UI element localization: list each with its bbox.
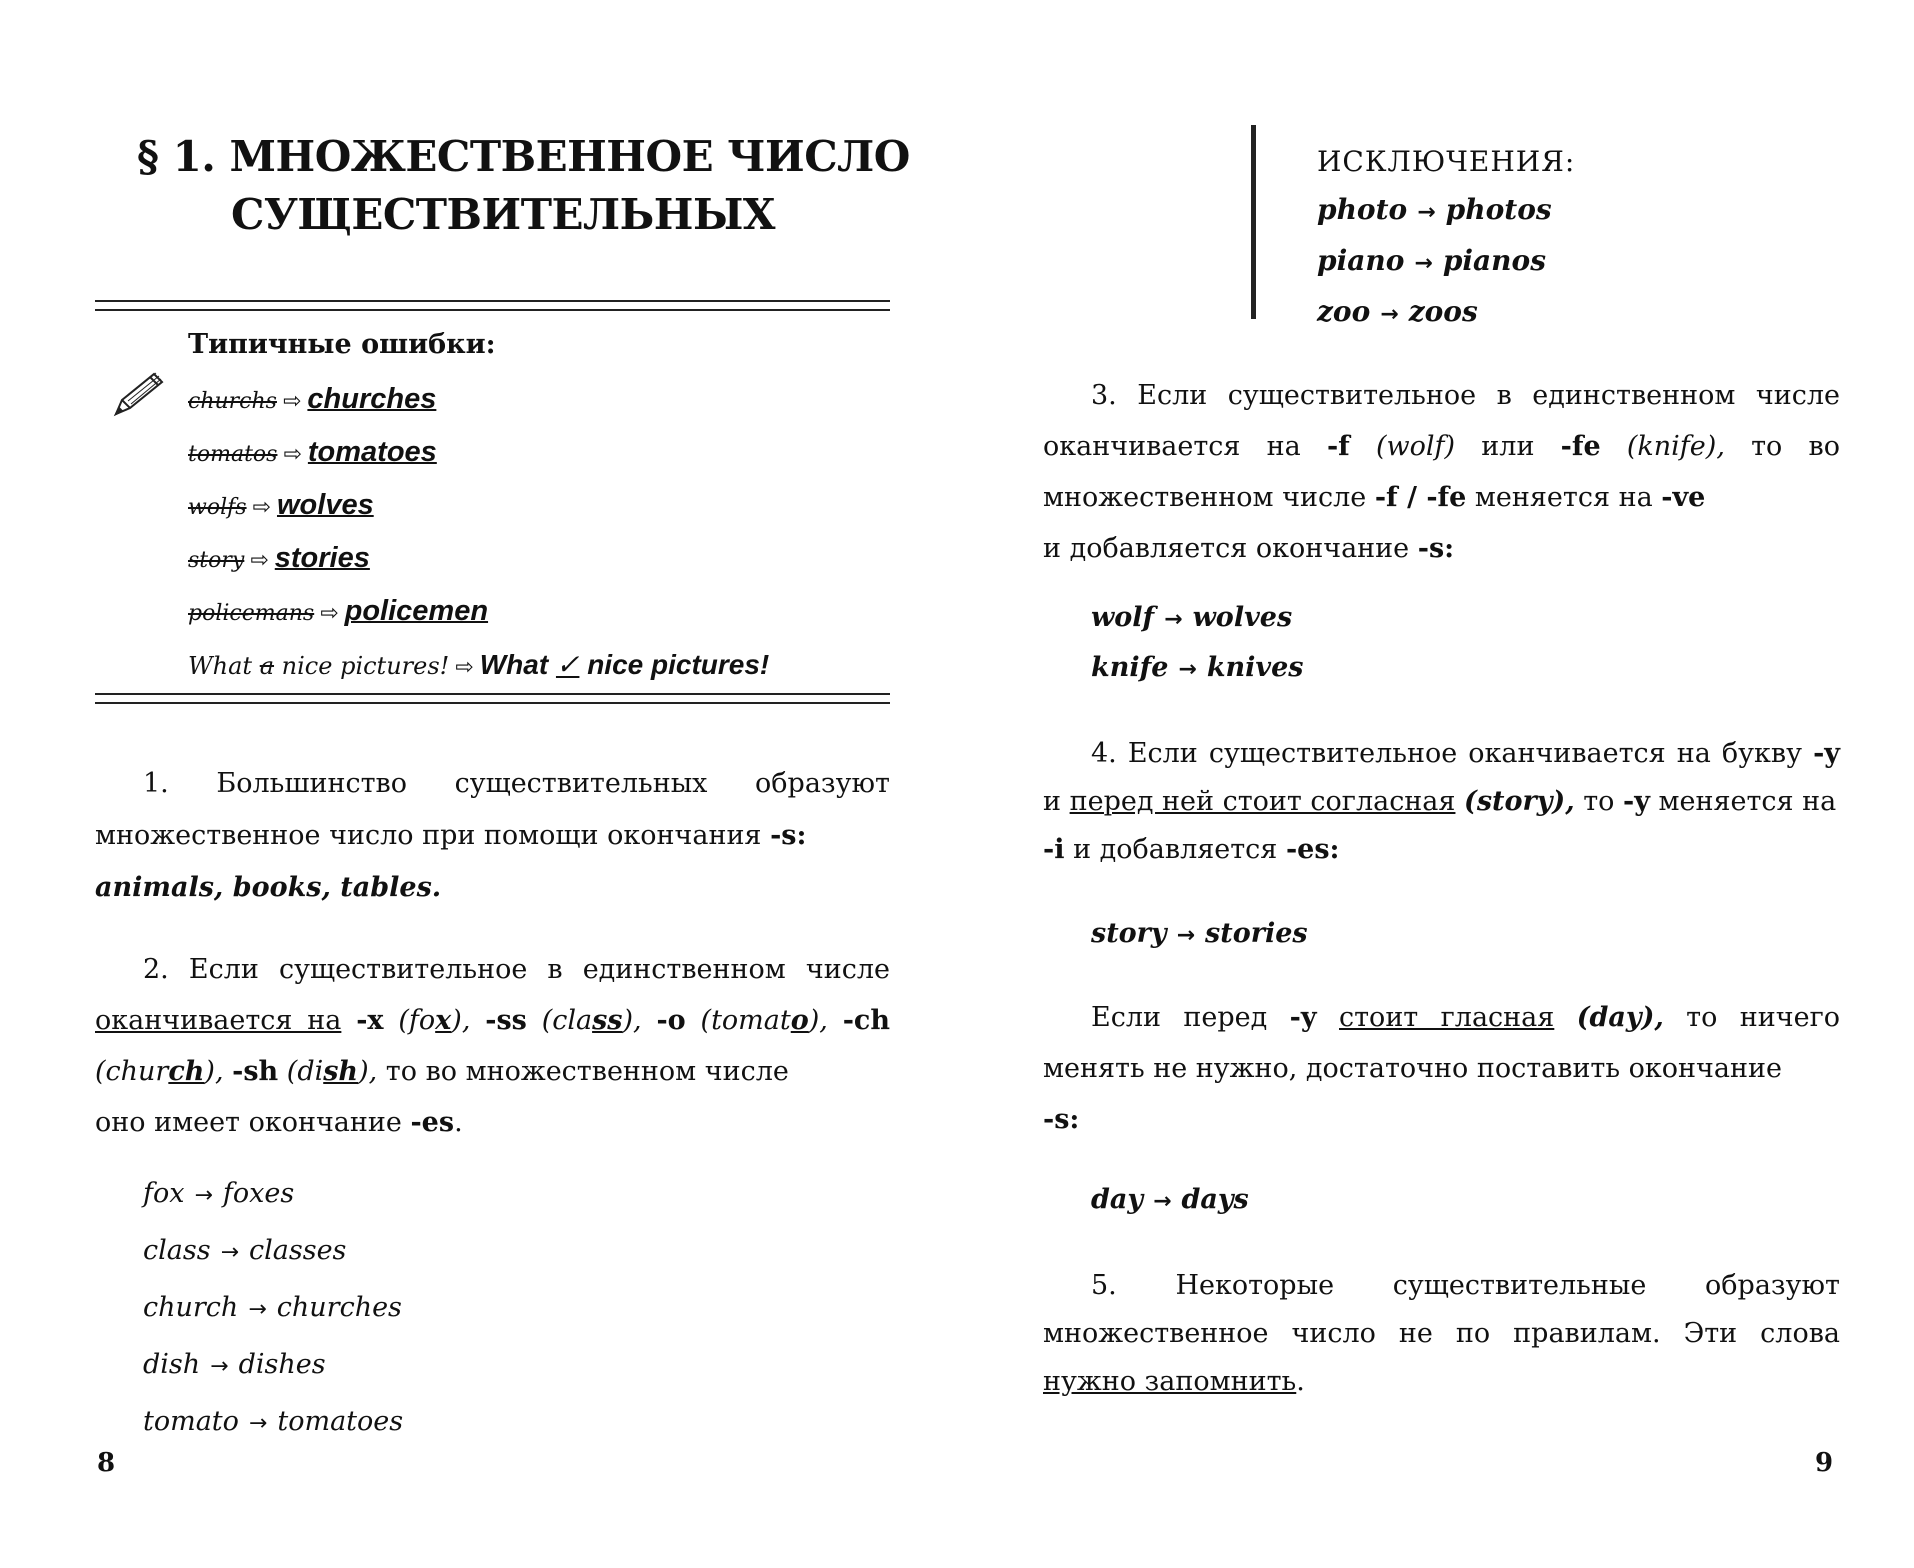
example-pair: [143, 1223, 403, 1280]
ending-f: -f: [1326, 431, 1350, 462]
double-rule-bottom: [95, 693, 890, 704]
example-singular: fox: [143, 1178, 185, 1209]
exception-plural: pianos: [1442, 244, 1546, 277]
example-part: ),: [808, 1005, 828, 1036]
example-ending: sh: [323, 1056, 359, 1087]
rule-5-period: .: [1296, 1366, 1305, 1397]
rule-3-last-line: [1043, 523, 1840, 574]
ending-ve: -ve: [1661, 482, 1706, 513]
example-pair: [143, 1280, 403, 1337]
example-singular: church: [143, 1292, 239, 1323]
mistake-row: [188, 426, 908, 479]
arrow-icon: →: [220, 1240, 240, 1265]
rule-3-paragraph: [1043, 370, 1840, 574]
ending-ss: -ss: [485, 1005, 527, 1036]
correct-form: policemen: [344, 595, 489, 627]
example-class: [542, 1005, 642, 1036]
ending-x: -x: [356, 1005, 384, 1036]
rule-3-text-2: или: [1481, 431, 1535, 462]
rule-3-text-3: то во множественном числе: [1043, 431, 1840, 513]
example-singular: day: [1091, 1184, 1144, 1215]
rule-2-paragraph: [95, 944, 890, 1148]
arrow-icon: →: [1153, 1189, 1172, 1214]
ending-y: -y: [1289, 1002, 1317, 1033]
examples-list-ve: [1091, 594, 1304, 694]
example-plural: days: [1181, 1184, 1249, 1215]
rule-4-text-5: и добавляется: [1073, 834, 1278, 865]
example-singular: wolf: [1091, 602, 1155, 633]
rule-2-period: .: [454, 1107, 463, 1138]
example-day: [1091, 1172, 1249, 1229]
rule-4-text-4: меняется на: [1658, 786, 1837, 817]
ending-y: -y: [1813, 738, 1840, 769]
wrong-article: a: [259, 652, 275, 680]
arrow-icon: ⇨: [250, 548, 269, 573]
arrow-icon: ⇨: [282, 389, 302, 414]
correct-sentence-end: nice pictures!: [587, 649, 770, 680]
rule-4-text-1: 4. Если существительное оканчивается на букву: [1091, 738, 1803, 769]
example-part: ),: [622, 1005, 642, 1036]
example-singular: class: [143, 1235, 211, 1266]
example-plural: tomatoes: [277, 1406, 404, 1437]
example-plural: knives: [1206, 652, 1304, 683]
example-tomato: [701, 1005, 828, 1036]
chapter-title-line-2: СУЩЕСТВИТЕЛЬНЫХ: [231, 190, 775, 239]
rule-2-last-line: [95, 1097, 890, 1148]
ending-fe: -fe: [1560, 431, 1601, 462]
mistake-row: [188, 585, 908, 638]
exception-pair: [1317, 288, 1575, 339]
ending-f-fe: -f / -fe: [1374, 482, 1467, 513]
mistake-row: [188, 479, 908, 532]
exception-plural: zoos: [1408, 295, 1478, 328]
example-story: [1091, 906, 1308, 963]
chapter-title: [95, 128, 915, 244]
arrow-icon: →: [194, 1183, 213, 1208]
rule-1-text: Большинство существительных образуют множественное число при помощи окончания: [95, 768, 890, 851]
ending-es: -es:: [1285, 834, 1340, 865]
example-wolf: (wolf): [1376, 431, 1456, 462]
rule-4-last-line: [1043, 826, 1840, 874]
exceptions-box: [1317, 138, 1575, 339]
rule-5-text-1: 5. Некоторые существительные образуют множественное число не по правилам. Эти слова: [1043, 1270, 1840, 1349]
page-number-right: 9: [1815, 1448, 1834, 1478]
rule-3-text-1: 3. Если существительное в единственном числе оканчивается на: [1043, 380, 1840, 462]
rule-4b-text-2: то ничего менять не нужно, достаточно поставить окончание: [1043, 1002, 1840, 1084]
right-page: [957, 0, 1914, 1568]
rule-4-text-2: и: [1043, 786, 1061, 817]
exception-plural: photos: [1445, 193, 1552, 226]
ending-y: -y: [1622, 786, 1650, 817]
vowel-condition: стоит гласная: [1339, 1002, 1555, 1033]
example-singular: dish: [143, 1349, 201, 1380]
example-pair: [1091, 1172, 1249, 1229]
example-part: ),: [451, 1005, 471, 1036]
mistakes-heading: Типичные ошибки:: [188, 329, 496, 360]
arrow-icon: →: [248, 1297, 267, 1322]
examples-list-es: [143, 1166, 403, 1451]
rule-3-text-4: меняется на: [1474, 482, 1653, 513]
ending-sh: -sh: [232, 1056, 279, 1087]
example-plural: wolves: [1192, 602, 1293, 633]
exception-singular: piano: [1317, 244, 1405, 277]
example-ending: ss: [592, 1005, 623, 1036]
example-ending: x: [435, 1005, 452, 1036]
exceptions-heading: ИСКЛЮЧЕНИЯ:: [1317, 145, 1576, 178]
example-singular: story: [1091, 918, 1167, 949]
example-pair: [143, 1166, 403, 1223]
example-plural: foxes: [222, 1178, 295, 1209]
example-plural: churches: [276, 1292, 402, 1323]
arrow-icon: ⇨: [455, 655, 474, 680]
arrow-icon: →: [1176, 923, 1196, 948]
wrong-form: story: [188, 548, 245, 573]
arrow-icon: →: [1417, 200, 1436, 225]
exception-pair: [1317, 237, 1575, 288]
example-knife: (knife),: [1626, 431, 1725, 462]
example-church: [95, 1056, 224, 1087]
rule-2-text-3: то во множественном числе: [385, 1056, 789, 1087]
example-part: (tomat: [700, 1005, 791, 1036]
ending-ch: -ch: [842, 1005, 890, 1036]
correct-form: stories: [274, 542, 370, 574]
exception-pair: [1317, 186, 1575, 237]
arrow-icon: →: [1414, 251, 1433, 276]
example-part: (chur: [95, 1056, 169, 1087]
page-number-left: 8: [97, 1448, 116, 1478]
arrow-icon: →: [1178, 657, 1197, 682]
typical-mistakes-box: [188, 325, 908, 691]
arrow-icon: ⇨: [252, 495, 271, 520]
ending-es: -es: [410, 1107, 455, 1138]
wrong-sentence: [188, 652, 449, 680]
example-ending: o: [790, 1005, 809, 1036]
arrow-icon: ⇨: [320, 601, 339, 626]
example-pair: [143, 1337, 403, 1394]
arrow-icon: →: [1164, 607, 1183, 632]
example-day: (day),: [1576, 1002, 1664, 1033]
example-singular: tomato: [143, 1406, 239, 1437]
wrong-sentence-end: nice pictures!: [281, 652, 450, 680]
mistake-row: [188, 532, 908, 585]
correct-form: churches: [307, 383, 437, 415]
wrong-form: policemans: [188, 601, 315, 626]
example-part: (fo: [398, 1005, 436, 1036]
rule-4-paragraph: [1043, 730, 1840, 874]
rule-4-text-3: то: [1583, 786, 1615, 817]
example-plural: dishes: [238, 1349, 326, 1380]
rule-1-ending: -s:: [770, 820, 807, 851]
correct-sentence-start: What: [479, 649, 549, 680]
rule-4b-paragraph: [1043, 992, 1840, 1145]
rule-3-text-5: и добавляется окончание: [1043, 533, 1410, 564]
rule-5-paragraph: [1043, 1262, 1840, 1406]
example-pair: [1091, 594, 1304, 644]
correct-form: tomatoes: [307, 436, 437, 468]
rule-4b-text-1: Если перед: [1091, 1002, 1268, 1033]
ending-s: -s:: [1417, 533, 1455, 564]
ending-s: -s:: [1043, 1104, 1080, 1135]
example-pair: [143, 1394, 403, 1451]
wrong-sentence-start: What: [188, 652, 253, 680]
rule-1-examples: animals, books, tables.: [95, 872, 442, 903]
ending-o: -o: [656, 1005, 686, 1036]
ending-i: -i: [1043, 834, 1065, 865]
example-dish: [287, 1056, 377, 1087]
example-story: (story),: [1464, 786, 1575, 817]
example-ending: ch: [168, 1056, 205, 1087]
double-rule-top: [95, 300, 890, 311]
rule-2-text-4: оно имеет окончание: [95, 1107, 402, 1138]
mistake-row-sentence: [188, 638, 908, 691]
example-fox: [398, 1005, 470, 1036]
arrow-icon: →: [210, 1354, 229, 1379]
exception-singular: photo: [1317, 193, 1408, 226]
correct-sentence: [480, 649, 770, 680]
exceptions-bar: [1251, 125, 1256, 319]
example-part: (cla: [541, 1005, 593, 1036]
consonant-condition: перед ней стоит согласная: [1069, 786, 1456, 817]
mistake-row: [188, 373, 908, 426]
wrong-form: churchs: [188, 389, 277, 414]
rule-1-number: 1.: [143, 768, 169, 799]
wrong-form: wolfs: [188, 495, 247, 520]
exception-singular: zoo: [1317, 295, 1371, 328]
correct-form: wolves: [276, 489, 374, 521]
rule-2-text-2: оканчивается на: [95, 1005, 342, 1036]
wrong-form: tomatos: [188, 442, 278, 467]
example-singular: knife: [1091, 652, 1169, 683]
example-part: ),: [358, 1056, 378, 1087]
memorize-note: нужно запомнить: [1043, 1366, 1297, 1397]
arrow-icon: ⇨: [283, 442, 302, 467]
example-part: (di: [286, 1056, 324, 1087]
rule-2-number: 2.: [143, 954, 169, 985]
rule-1-paragraph: [95, 758, 890, 914]
example-part: ),: [204, 1056, 224, 1087]
pencil-icon: [110, 368, 168, 420]
example-pair: [1091, 644, 1304, 694]
arrow-icon: →: [1380, 302, 1399, 327]
example-pair: [1091, 906, 1308, 963]
arrow-icon: →: [248, 1411, 268, 1436]
example-plural: stories: [1205, 918, 1308, 949]
rule-2-text-1: Если существительное в единственном числе: [188, 954, 890, 985]
check-icon: ✓: [555, 649, 580, 680]
chapter-title-line-1: § 1. МНОЖЕСТВЕННОЕ ЧИСЛО: [137, 132, 910, 181]
example-plural: classes: [249, 1235, 347, 1266]
